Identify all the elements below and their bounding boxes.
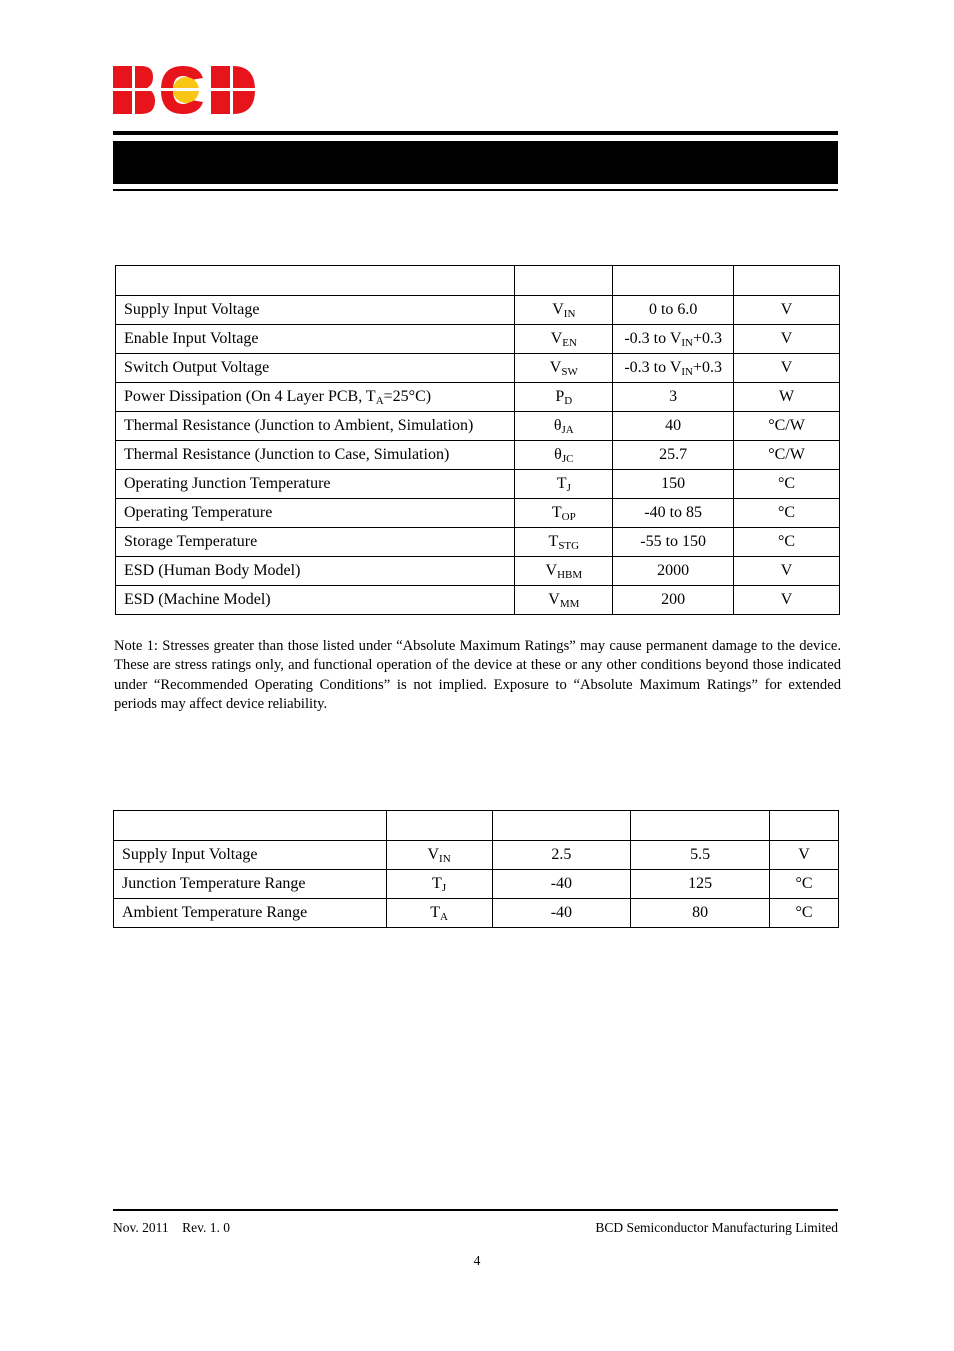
note-paragraph: Note 1: Stresses greater than those listed under “Absolute Maximum Ratings” may cause permanent damage to the device. These are stress ratings only, and functional operation of the device at these or any other conditions beyond those indicated under “Recommended Operating Conditions” is not implied. Exposure to “Absolute Maximum Ratings” for extended periods may affect device reliability. bbox=[114, 638, 841, 713]
header-cell bbox=[734, 266, 840, 296]
parameter-cell: Supply Input Voltage bbox=[116, 296, 515, 325]
value-cell: 40 bbox=[613, 412, 734, 441]
symbol-cell: $T_{STG}$ bbox=[515, 528, 613, 557]
value-cell: 0 to 6.0 bbox=[613, 296, 734, 325]
table-row bbox=[116, 296, 840, 325]
max-cell: 80 bbox=[631, 899, 770, 928]
value-cell: 200 bbox=[613, 586, 734, 615]
unit-cell: °C bbox=[734, 499, 840, 528]
bcd-logo bbox=[113, 66, 255, 114]
table-row bbox=[116, 528, 840, 557]
table-row bbox=[116, 383, 840, 412]
max-cell: 125 bbox=[631, 870, 770, 899]
symbol-cell: $T_J$ bbox=[515, 470, 613, 499]
unit-cell: W bbox=[734, 383, 840, 412]
header-cell bbox=[116, 266, 515, 296]
table-row bbox=[116, 354, 840, 383]
unit-cell: °C bbox=[770, 870, 839, 899]
value-cell: 150 bbox=[613, 470, 734, 499]
unit-cell: V bbox=[734, 586, 840, 615]
parameter-cell: Junction Temperature Range bbox=[114, 870, 387, 899]
footer-rule bbox=[113, 1209, 838, 1211]
symbol-cell: $V_{MM}$ bbox=[515, 586, 613, 615]
parameter-cell: Ambient Temperature Range bbox=[114, 899, 387, 928]
header-rule-thick bbox=[113, 131, 838, 135]
table-row bbox=[114, 899, 839, 928]
unit-cell: V bbox=[770, 841, 839, 870]
symbol-cell: $V_{SW}$ bbox=[515, 354, 613, 383]
value-cell: 25.7 bbox=[613, 441, 734, 470]
max-cell: 5.5 bbox=[631, 841, 770, 870]
symbol-cell: $V_{HBM}$ bbox=[515, 557, 613, 586]
table-row bbox=[116, 412, 840, 441]
header-cell bbox=[515, 266, 613, 296]
header-rule-thin bbox=[113, 189, 838, 191]
value-cell: 3 bbox=[613, 383, 734, 412]
symbol-cell: $\theta_{JA}$ bbox=[515, 412, 613, 441]
recommended-operating-conditions-table bbox=[113, 810, 839, 928]
value-cell: -0.3 to $V_{IN}+0.3$ bbox=[613, 354, 734, 383]
parameter-cell: Thermal Resistance (Junction to Ambient, Simulation) bbox=[116, 412, 515, 441]
unit-cell: V bbox=[734, 325, 840, 354]
table-header-row bbox=[116, 266, 840, 296]
unit-cell: °C bbox=[770, 899, 839, 928]
min-cell: -40 bbox=[492, 899, 631, 928]
symbol-cell: $V_{IN}$ bbox=[515, 296, 613, 325]
value-cell: -0.3 to $V_{IN}+0.3$ bbox=[613, 325, 734, 354]
header-cell bbox=[613, 266, 734, 296]
parameter-cell: Thermal Resistance (Junction to Case, Simulation) bbox=[116, 441, 515, 470]
value-cell: -40 to 85 bbox=[613, 499, 734, 528]
symbol-cell: $P_D$ bbox=[515, 383, 613, 412]
header-cell bbox=[492, 811, 631, 841]
title-bar bbox=[113, 141, 838, 184]
parameter-cell: Power Dissipation (On 4 Layer PCB, $T_A=25^\circ C$) bbox=[116, 383, 515, 412]
table-row bbox=[116, 325, 840, 354]
table-row bbox=[116, 499, 840, 528]
table-row bbox=[116, 470, 840, 499]
symbol-cell: $\theta_{JC}$ bbox=[515, 441, 613, 470]
symbol-cell: $V_{IN}$ bbox=[386, 841, 492, 870]
value-cell: -55 to 150 bbox=[613, 528, 734, 557]
page-number: 4 bbox=[473, 1253, 481, 1268]
unit-cell: °C bbox=[734, 470, 840, 499]
parameter-cell: Operating Junction Temperature bbox=[116, 470, 515, 499]
footer-date-revision: Nov. 2011 Rev. 1. 0 bbox=[113, 1220, 230, 1235]
table-header-row bbox=[114, 811, 839, 841]
absolute-maximum-ratings-table bbox=[115, 265, 840, 615]
parameter-cell: Enable Input Voltage bbox=[116, 325, 515, 354]
unit-cell: °C/W bbox=[734, 441, 840, 470]
unit-cell: °C bbox=[734, 528, 840, 557]
table-row bbox=[116, 557, 840, 586]
symbol-cell: $T_{OP}$ bbox=[515, 499, 613, 528]
symbol-cell: $T_A$ bbox=[386, 899, 492, 928]
unit-cell: °C/W bbox=[734, 412, 840, 441]
table-row bbox=[116, 441, 840, 470]
table-row bbox=[116, 586, 840, 615]
unit-cell: V bbox=[734, 354, 840, 383]
parameter-cell: Storage Temperature bbox=[116, 528, 515, 557]
parameter-cell: Operating Temperature bbox=[116, 499, 515, 528]
parameter-cell: Supply Input Voltage bbox=[114, 841, 387, 870]
parameter-cell: ESD (Machine Model) bbox=[116, 586, 515, 615]
symbol-cell: $T_J$ bbox=[386, 870, 492, 899]
unit-cell: V bbox=[734, 296, 840, 325]
footer-company: BCD Semiconductor Manufacturing Limited bbox=[595, 1220, 838, 1235]
table-row bbox=[114, 841, 839, 870]
header-cell bbox=[114, 811, 387, 841]
header-cell bbox=[631, 811, 770, 841]
parameter-cell: Switch Output Voltage bbox=[116, 354, 515, 383]
unit-cell: V bbox=[734, 557, 840, 586]
min-cell: 2.5 bbox=[492, 841, 631, 870]
value-cell: 2000 bbox=[613, 557, 734, 586]
header-cell bbox=[770, 811, 839, 841]
header-cell bbox=[386, 811, 492, 841]
symbol-cell: $V_{EN}$ bbox=[515, 325, 613, 354]
table-row bbox=[114, 870, 839, 899]
parameter-cell: ESD (Human Body Model) bbox=[116, 557, 515, 586]
min-cell: -40 bbox=[492, 870, 631, 899]
